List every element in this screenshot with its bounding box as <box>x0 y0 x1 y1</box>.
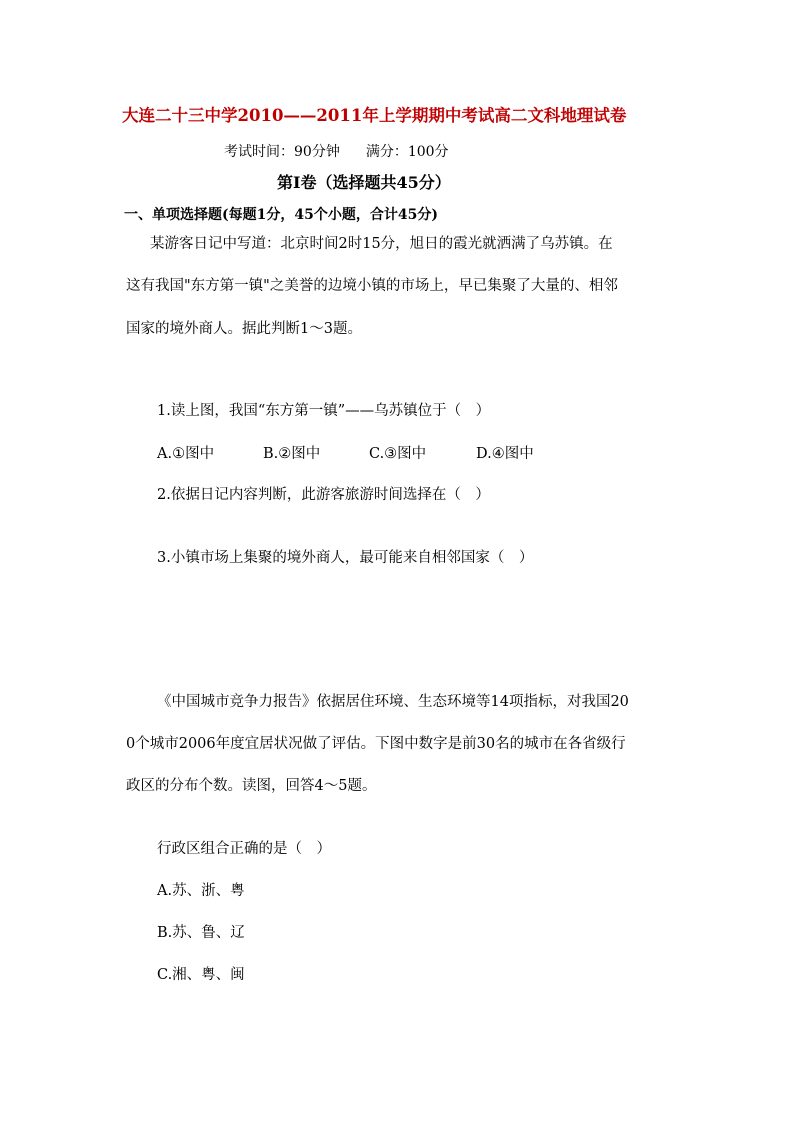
full-score: 满分：100分 <box>365 144 449 160</box>
exam-info <box>224 142 449 162</box>
exam-time: 考试时间：90分钟 <box>224 144 340 160</box>
question-1-option-c[interactable]: C.③图中 <box>369 446 427 462</box>
question-1-option-b[interactable]: B.②图中 <box>263 446 321 462</box>
section-title: 第Ⅰ卷（选择题共45分） <box>277 173 451 192</box>
question-4-stem: 行政区组合正确的是（ ） <box>157 841 331 857</box>
question-3-stem: 3.小镇市场上集聚的境外商人，最可能来自相邻国家（ ） <box>157 550 534 566</box>
question-1-stem: 1.读上图，我国“东方第一镇”——乌苏镇位于（ ） <box>157 403 491 419</box>
passage2-line-2: 0个城市2006年度宜居状况做了评估。下图中数字是前30名的城市在各省级行 <box>126 736 626 752</box>
exam-title: 大连二十三中学2010——2011年上学期期中考试高二文科地理试卷 <box>122 106 627 125</box>
question-1-option-d[interactable]: D.④图中 <box>476 446 534 462</box>
question-1-option-a[interactable]: A.①图中 <box>157 446 215 462</box>
part-heading: 一、单项选择题(每题1分，45个小题，合计45分) <box>124 207 438 223</box>
question-2-stem: 2.依据日记内容判断，此游客旅游时间选择在（ ） <box>157 487 490 503</box>
question-4-option-c[interactable]: C.湘、粤、闽 <box>157 967 245 983</box>
passage1-line-1: 某游客日记中写道：北京时间2时15分，旭日的霞光就洒满了乌苏镇。在 <box>150 236 613 252</box>
passage2-line-3: 政区的分布个数。读图，回答4～5题。 <box>126 778 377 794</box>
question-4-option-a[interactable]: A.苏、浙、粤 <box>157 883 245 899</box>
passage1-line-3: 国家的境外商人。据此判断1～3题。 <box>126 321 362 337</box>
question-4-option-b[interactable]: B.苏、鲁、辽 <box>157 925 245 941</box>
passage2-line-1: 《中国城市竞争力报告》依据居住环境、生态环境等14项指标，对我国20 <box>157 694 629 710</box>
passage1-line-2: 这有我国"东方第一镇"之美誉的边境小镇的市场上，早已集聚了大量的、相邻 <box>126 278 618 294</box>
